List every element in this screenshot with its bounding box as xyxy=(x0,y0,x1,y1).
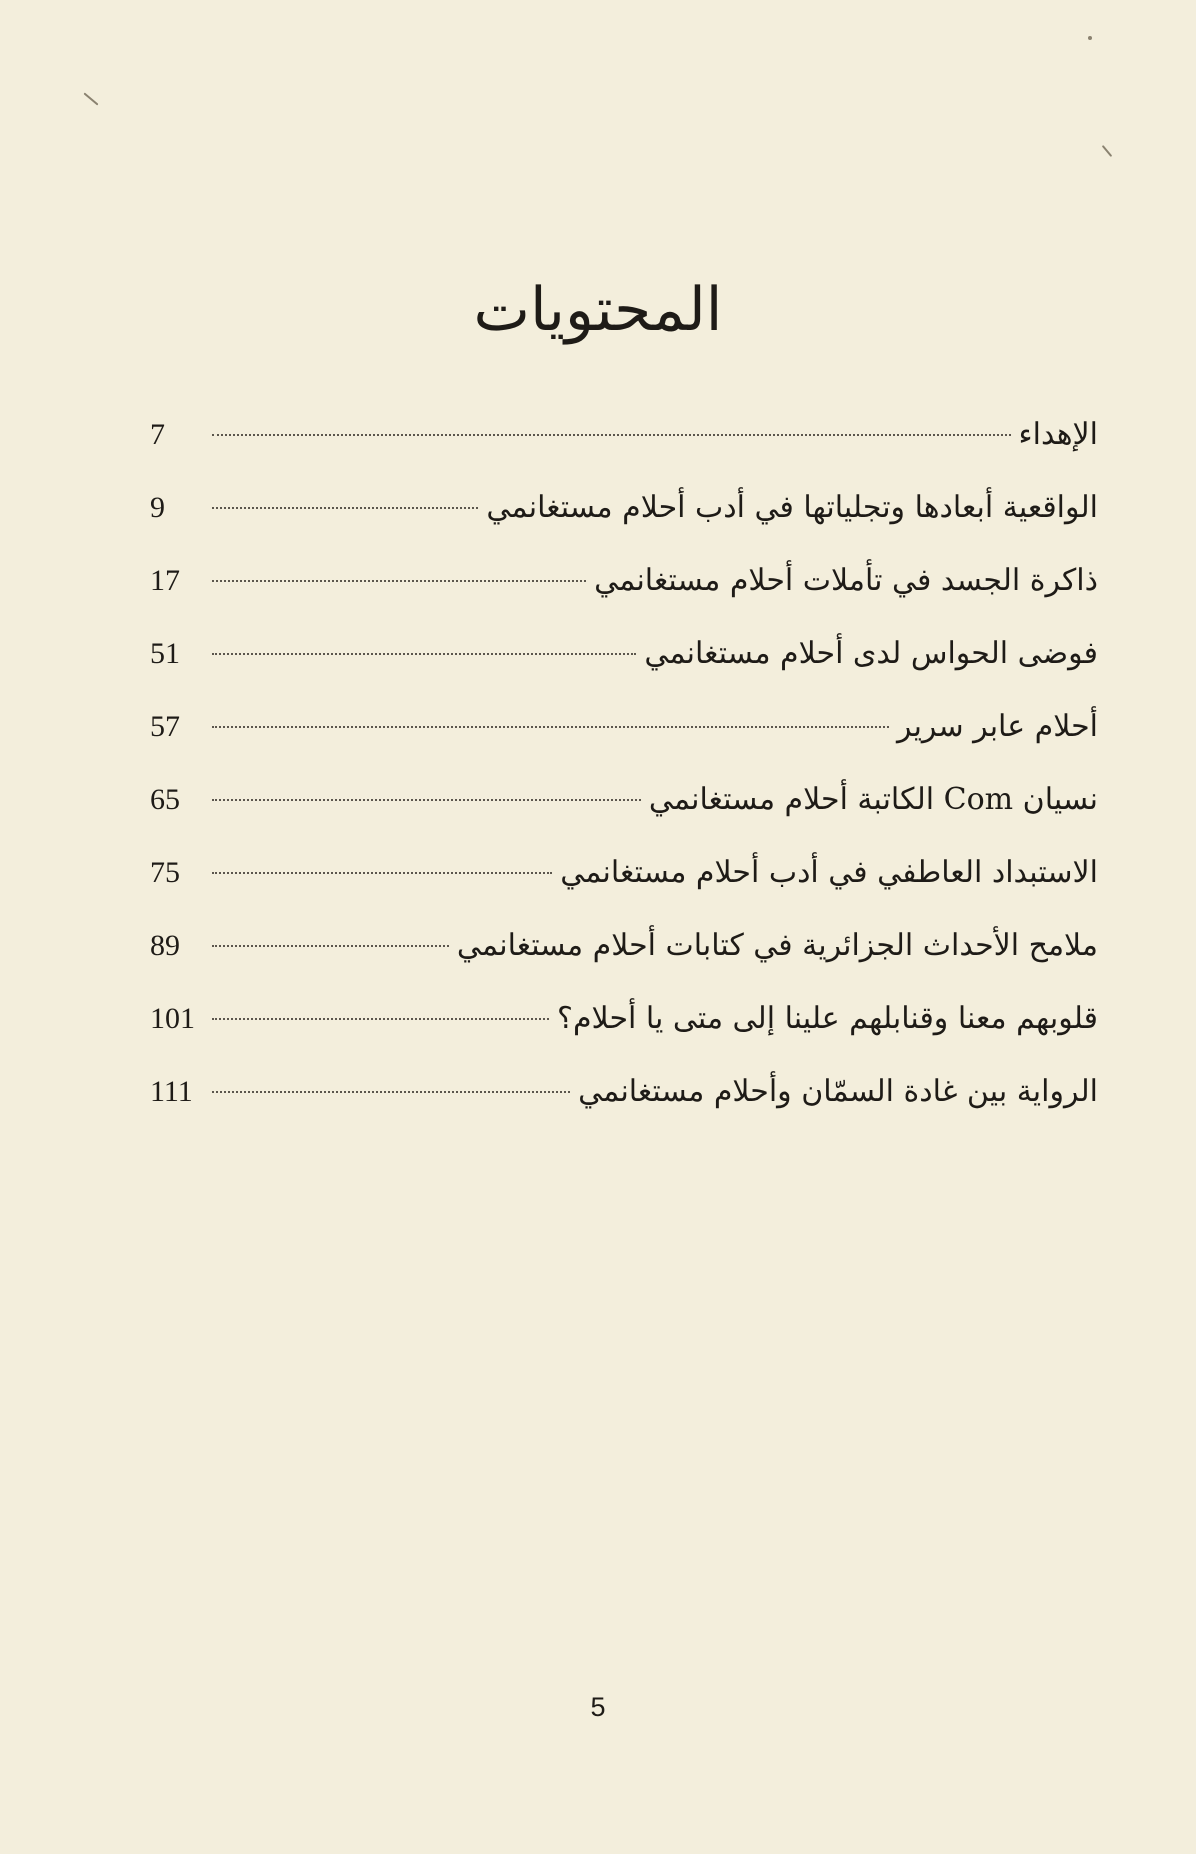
toc-entry xyxy=(150,763,1098,836)
toc-entry xyxy=(150,544,1098,617)
toc-entry-page: 17 xyxy=(150,564,180,597)
toc-entry-title: فوضى الحواس لدى أحلام مستغانمي xyxy=(644,636,1098,671)
toc-entry-title: الواقعية أبعادها وتجلياتها في أدب أحلام مستغانمي xyxy=(486,490,1098,525)
toc-entry-page: 111 xyxy=(150,1075,193,1108)
dot-leader xyxy=(212,580,586,582)
toc-entry xyxy=(150,471,1098,544)
toc-entry-page: 9 xyxy=(150,491,165,524)
toc-entry-title: الاستبداد العاطفي في أدب أحلام مستغانمي xyxy=(560,855,1098,890)
paper-speck xyxy=(83,92,98,105)
toc-entry-title: ملامح الأحداث الجزائرية في كتابات أحلام مستغانمي xyxy=(456,928,1098,963)
toc-entry xyxy=(150,909,1098,982)
toc-entry-page: 65 xyxy=(150,783,180,816)
toc-entry-title: الإهداء xyxy=(1018,417,1098,452)
toc-entry-page: 75 xyxy=(150,856,180,889)
toc-entry-page: 89 xyxy=(150,929,180,962)
toc-entry-title: أحلام عابر سرير xyxy=(897,709,1098,744)
toc-entry xyxy=(150,398,1098,471)
dot-leader xyxy=(212,434,1011,436)
toc-entry-page: 101 xyxy=(150,1002,195,1035)
toc-entry-title: قلوبهم معنا وقنابلهم علينا إلى متى يا أحلام؟ xyxy=(557,1001,1098,1036)
toc-entry-title: نسيان Com الكاتبة أحلام مستغانمي xyxy=(648,782,1098,817)
toc-entry-page: 57 xyxy=(150,710,180,743)
toc-entry-page: 51 xyxy=(150,637,180,670)
toc-entry-title: ذاكرة الجسد في تأملات أحلام مستغانمي xyxy=(594,563,1098,598)
toc-entry-title: الرواية بين غادة السمّان وأحلام مستغانمي xyxy=(578,1074,1098,1109)
toc-entry-page: 7 xyxy=(150,418,165,451)
toc-entry xyxy=(150,1055,1098,1128)
dot-leader xyxy=(212,1018,549,1020)
dot-leader xyxy=(212,945,449,947)
toc-entry xyxy=(150,690,1098,763)
dot-leader xyxy=(212,653,636,655)
paper-speck xyxy=(1102,145,1113,157)
dot-leader xyxy=(212,726,889,728)
dot-leader xyxy=(212,872,552,874)
toc-entry xyxy=(150,982,1098,1055)
page-title: المحتويات xyxy=(473,275,723,345)
dot-leader xyxy=(212,507,478,509)
dot-leader xyxy=(212,799,641,801)
toc-entry xyxy=(150,617,1098,690)
dot-leader xyxy=(212,1091,570,1093)
toc-entry xyxy=(150,836,1098,909)
paper-speck xyxy=(1088,36,1092,40)
table-of-contents xyxy=(150,398,1098,1128)
page-number: 5 xyxy=(590,1692,606,1722)
